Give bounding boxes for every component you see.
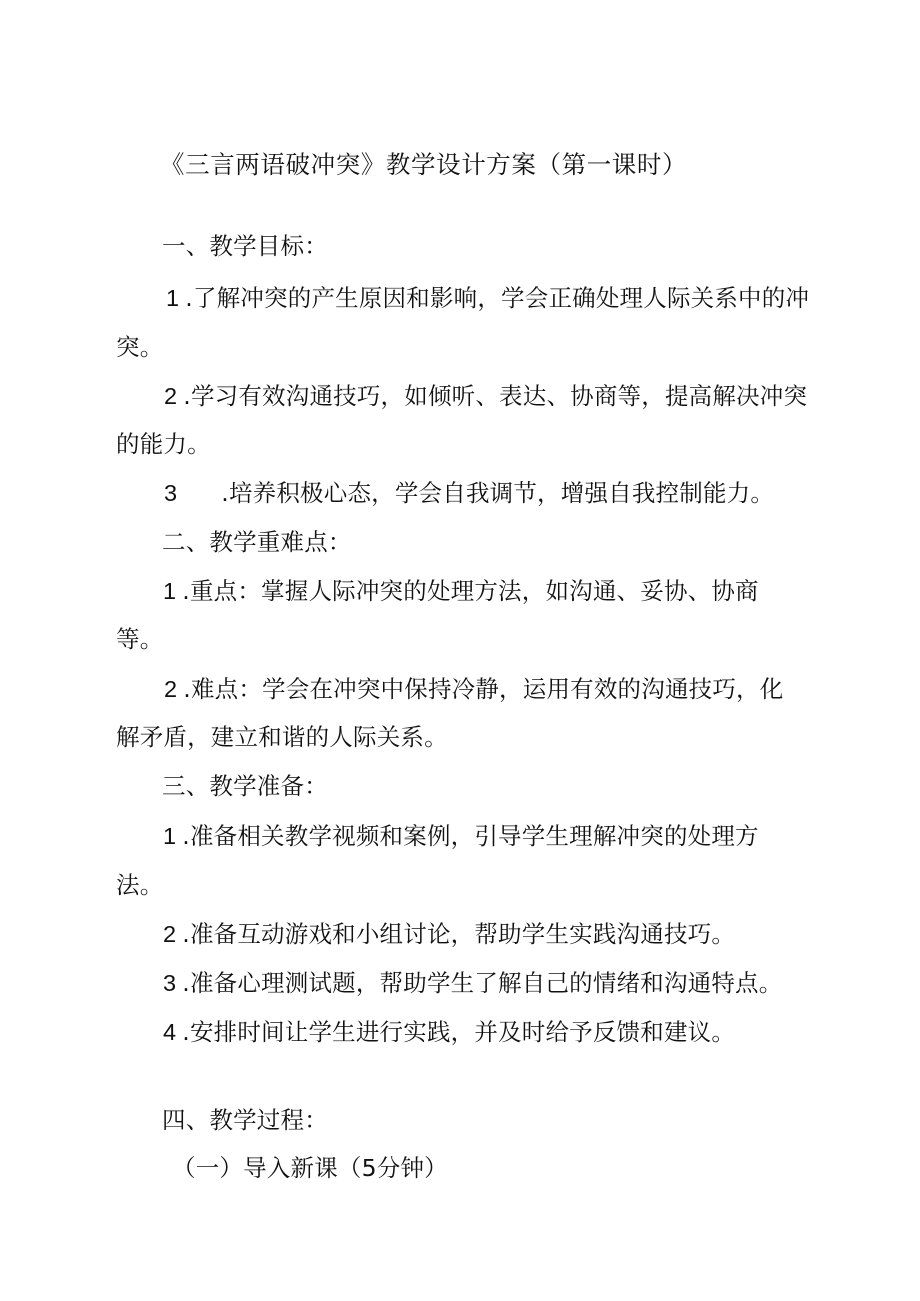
item-number: 4 (163, 1019, 177, 1045)
key-point-item-1-continued: 等。 (116, 625, 164, 653)
item-text: .安排时间让学生进行实践，并及时给予反馈和建议。 (182, 1018, 736, 1046)
item-number: 3 (163, 970, 177, 996)
section-heading-key-points: 二、教学重难点： (162, 528, 352, 556)
key-point-item-2-continued: 解矛盾，建立和谐的人际关系。 (116, 723, 448, 751)
objective-item-1-continued: 突。 (116, 333, 164, 361)
preparation-item-1-continued: 法。 (116, 871, 164, 899)
preparation-item-1 (163, 820, 759, 852)
objective-item-2-continued: 的能力。 (116, 430, 211, 458)
section-heading-process: 四、教学过程： (162, 1106, 328, 1134)
objective-item-1 (166, 282, 809, 314)
objective-item-3 (164, 477, 774, 509)
item-number: 2 (164, 676, 178, 702)
preparation-item-3 (163, 967, 782, 999)
item-text: .培养积极心态，学会自我调节，增强自我控制能力。 (221, 479, 775, 507)
item-text: .了解冲突的产生原因和影响，学会正确处理人际关系中的冲 (185, 284, 810, 312)
key-point-item-2 (164, 673, 783, 705)
item-number: 1 (163, 823, 177, 849)
item-text: .准备相关教学视频和案例，引导学生理解冲突的处理方 (182, 822, 759, 850)
item-number: 2 (164, 383, 178, 409)
section-heading-objectives: 一、教学目标： (162, 232, 328, 260)
objective-item-2 (164, 380, 807, 412)
item-text: .学习有效沟通技巧，如倾听、表达、协商等，提高解决冲突 (183, 382, 808, 410)
key-point-item-1 (163, 575, 759, 607)
document-title: 《三言两语破冲突》教学设计方案（第一课时） (160, 150, 688, 179)
section-heading-preparation: 三、教学准备： (162, 772, 328, 800)
item-text: .准备心理测试题，帮助学生了解自己的情绪和沟通特点。 (182, 969, 783, 997)
item-number: 2 (163, 921, 177, 947)
item-text: .重点：掌握人际冲突的处理方法，如沟通、妥协、协商 (182, 577, 759, 605)
preparation-item-2 (163, 918, 735, 950)
item-text: .难点：学会在冲突中保持冷静，运用有效的沟通技巧，化 (183, 675, 784, 703)
subsection-heading-intro: （一）导入新课（5分钟） (172, 1154, 448, 1182)
item-number: 1 (163, 578, 177, 604)
item-number: 3 (164, 480, 178, 506)
preparation-item-4 (163, 1016, 735, 1048)
item-number: 1 (166, 285, 180, 311)
item-text: .准备互动游戏和小组讨论，帮助学生实践沟通技巧。 (182, 920, 736, 948)
